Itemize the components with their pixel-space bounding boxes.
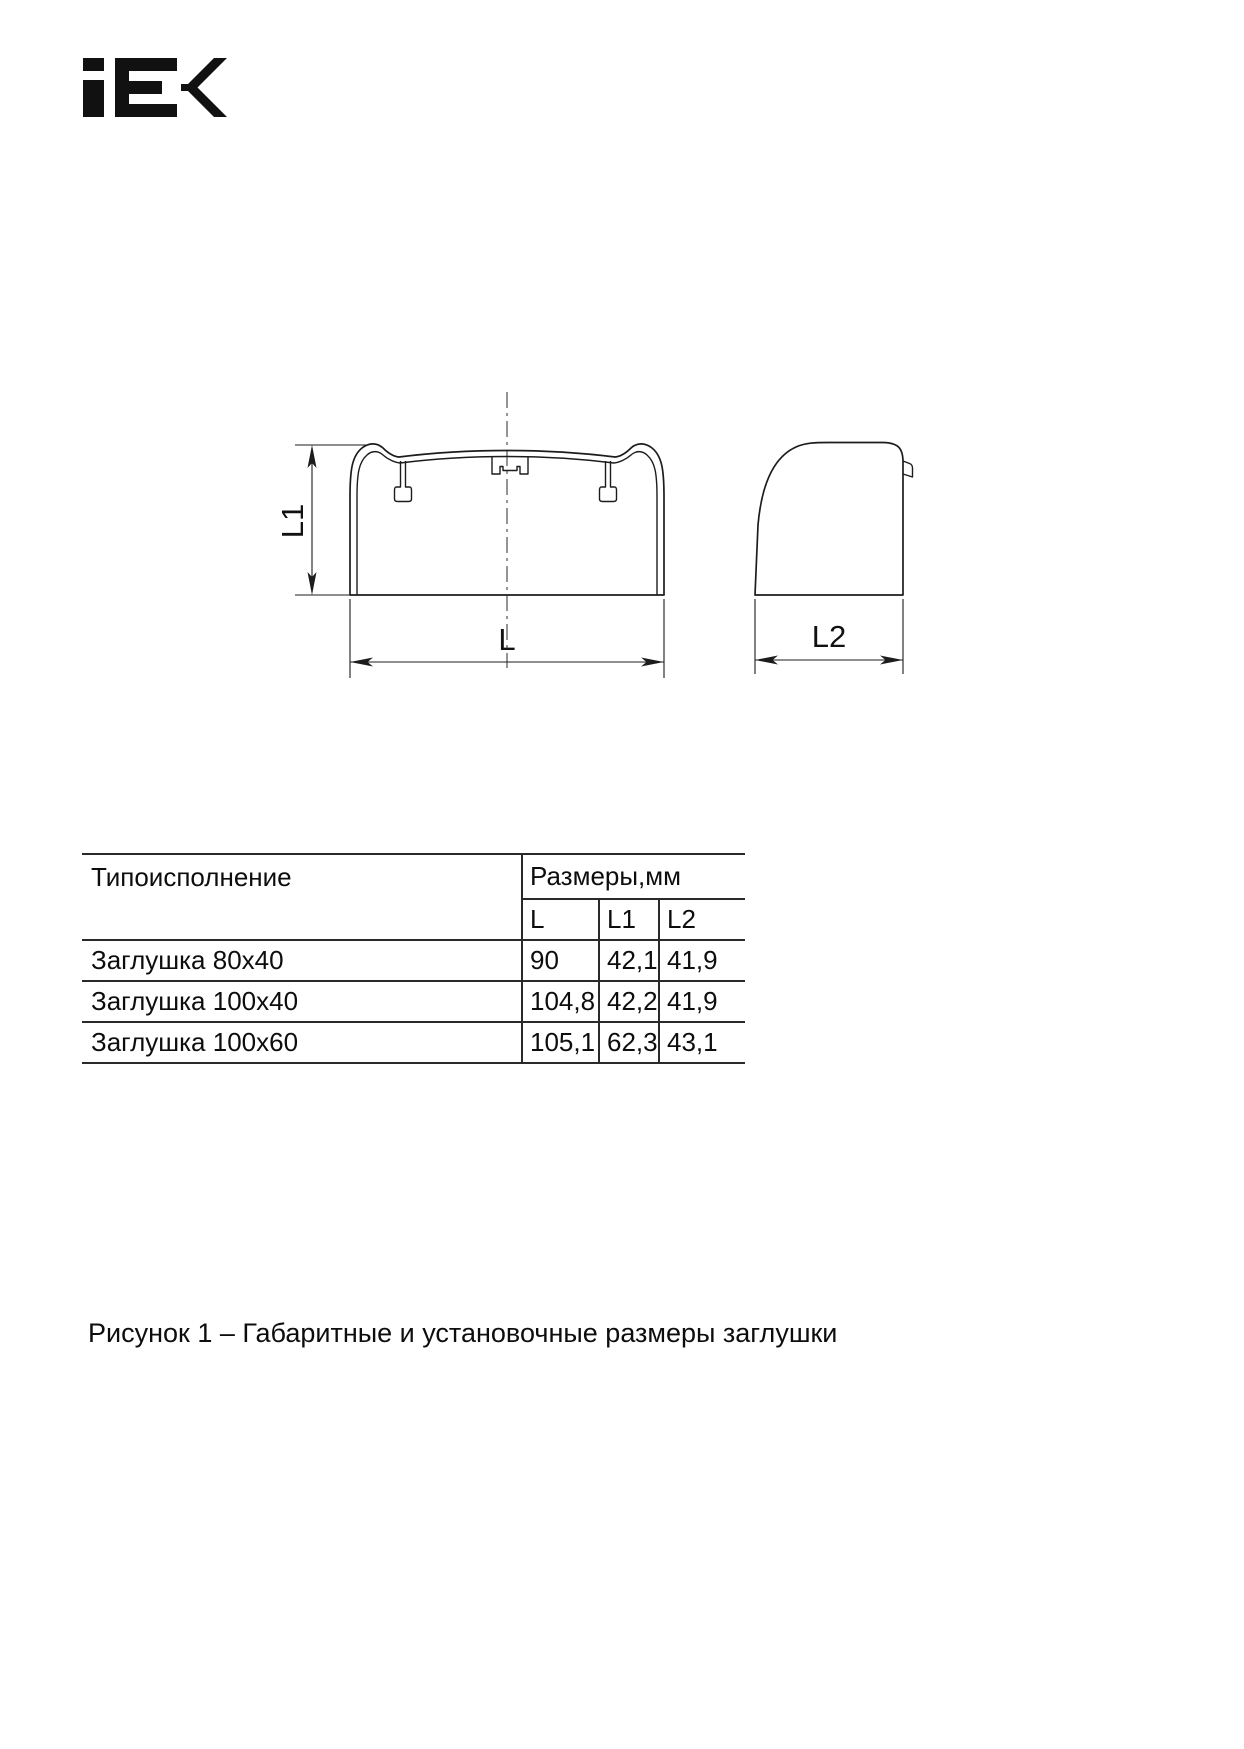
dim-l1 <box>275 445 368 595</box>
col-header-l1: L1 <box>599 899 659 940</box>
side-view <box>755 443 913 596</box>
logo-letter-i-body <box>83 80 104 117</box>
cell-l: 90 <box>522 940 599 981</box>
logo-letter-e <box>115 58 177 117</box>
cell-l1: 62,3 <box>599 1022 659 1063</box>
cell-l2: 43,1 <box>659 1022 745 1063</box>
side-clip-tab <box>903 461 913 477</box>
cell-type: Заглушка 100x60 <box>82 1022 522 1063</box>
col-header-type: Типоисполнение <box>82 854 522 940</box>
cell-l2: 41,9 <box>659 940 745 981</box>
cell-type: Заглушка 80x40 <box>82 940 522 981</box>
col-header-l: L <box>522 899 599 940</box>
iek-logo <box>83 58 228 117</box>
mount-pin-right <box>600 461 617 502</box>
cell-l: 104,8 <box>522 981 599 1022</box>
mount-pin-left <box>395 461 412 502</box>
cell-l: 105,1 <box>522 1022 599 1063</box>
center-latch <box>492 457 528 474</box>
dim-label-l1: L1 <box>275 503 310 539</box>
table-row <box>82 981 745 1022</box>
col-header-l2: L2 <box>659 899 745 940</box>
figure-drawing <box>260 380 940 700</box>
table-row <box>82 940 745 981</box>
table-row <box>82 1022 745 1063</box>
figure-caption: Рисунок 1 – Габаритные и установочные размеры заглушки <box>88 1318 838 1348</box>
dim-label-l: L <box>498 622 516 657</box>
dim-label-l2: L2 <box>811 619 847 654</box>
cell-type: Заглушка 100x40 <box>82 981 522 1022</box>
cell-l1: 42,1 <box>599 940 659 981</box>
dimensions-table <box>82 853 745 1064</box>
col-header-sizes-group: Размеры,мм <box>522 854 745 899</box>
logo-letter-k <box>181 58 227 117</box>
dim-l2 <box>755 599 903 674</box>
cell-l1: 42,2 <box>599 981 659 1022</box>
cell-l2: 41,9 <box>659 981 745 1022</box>
logo-letter-i-dot <box>83 58 104 71</box>
